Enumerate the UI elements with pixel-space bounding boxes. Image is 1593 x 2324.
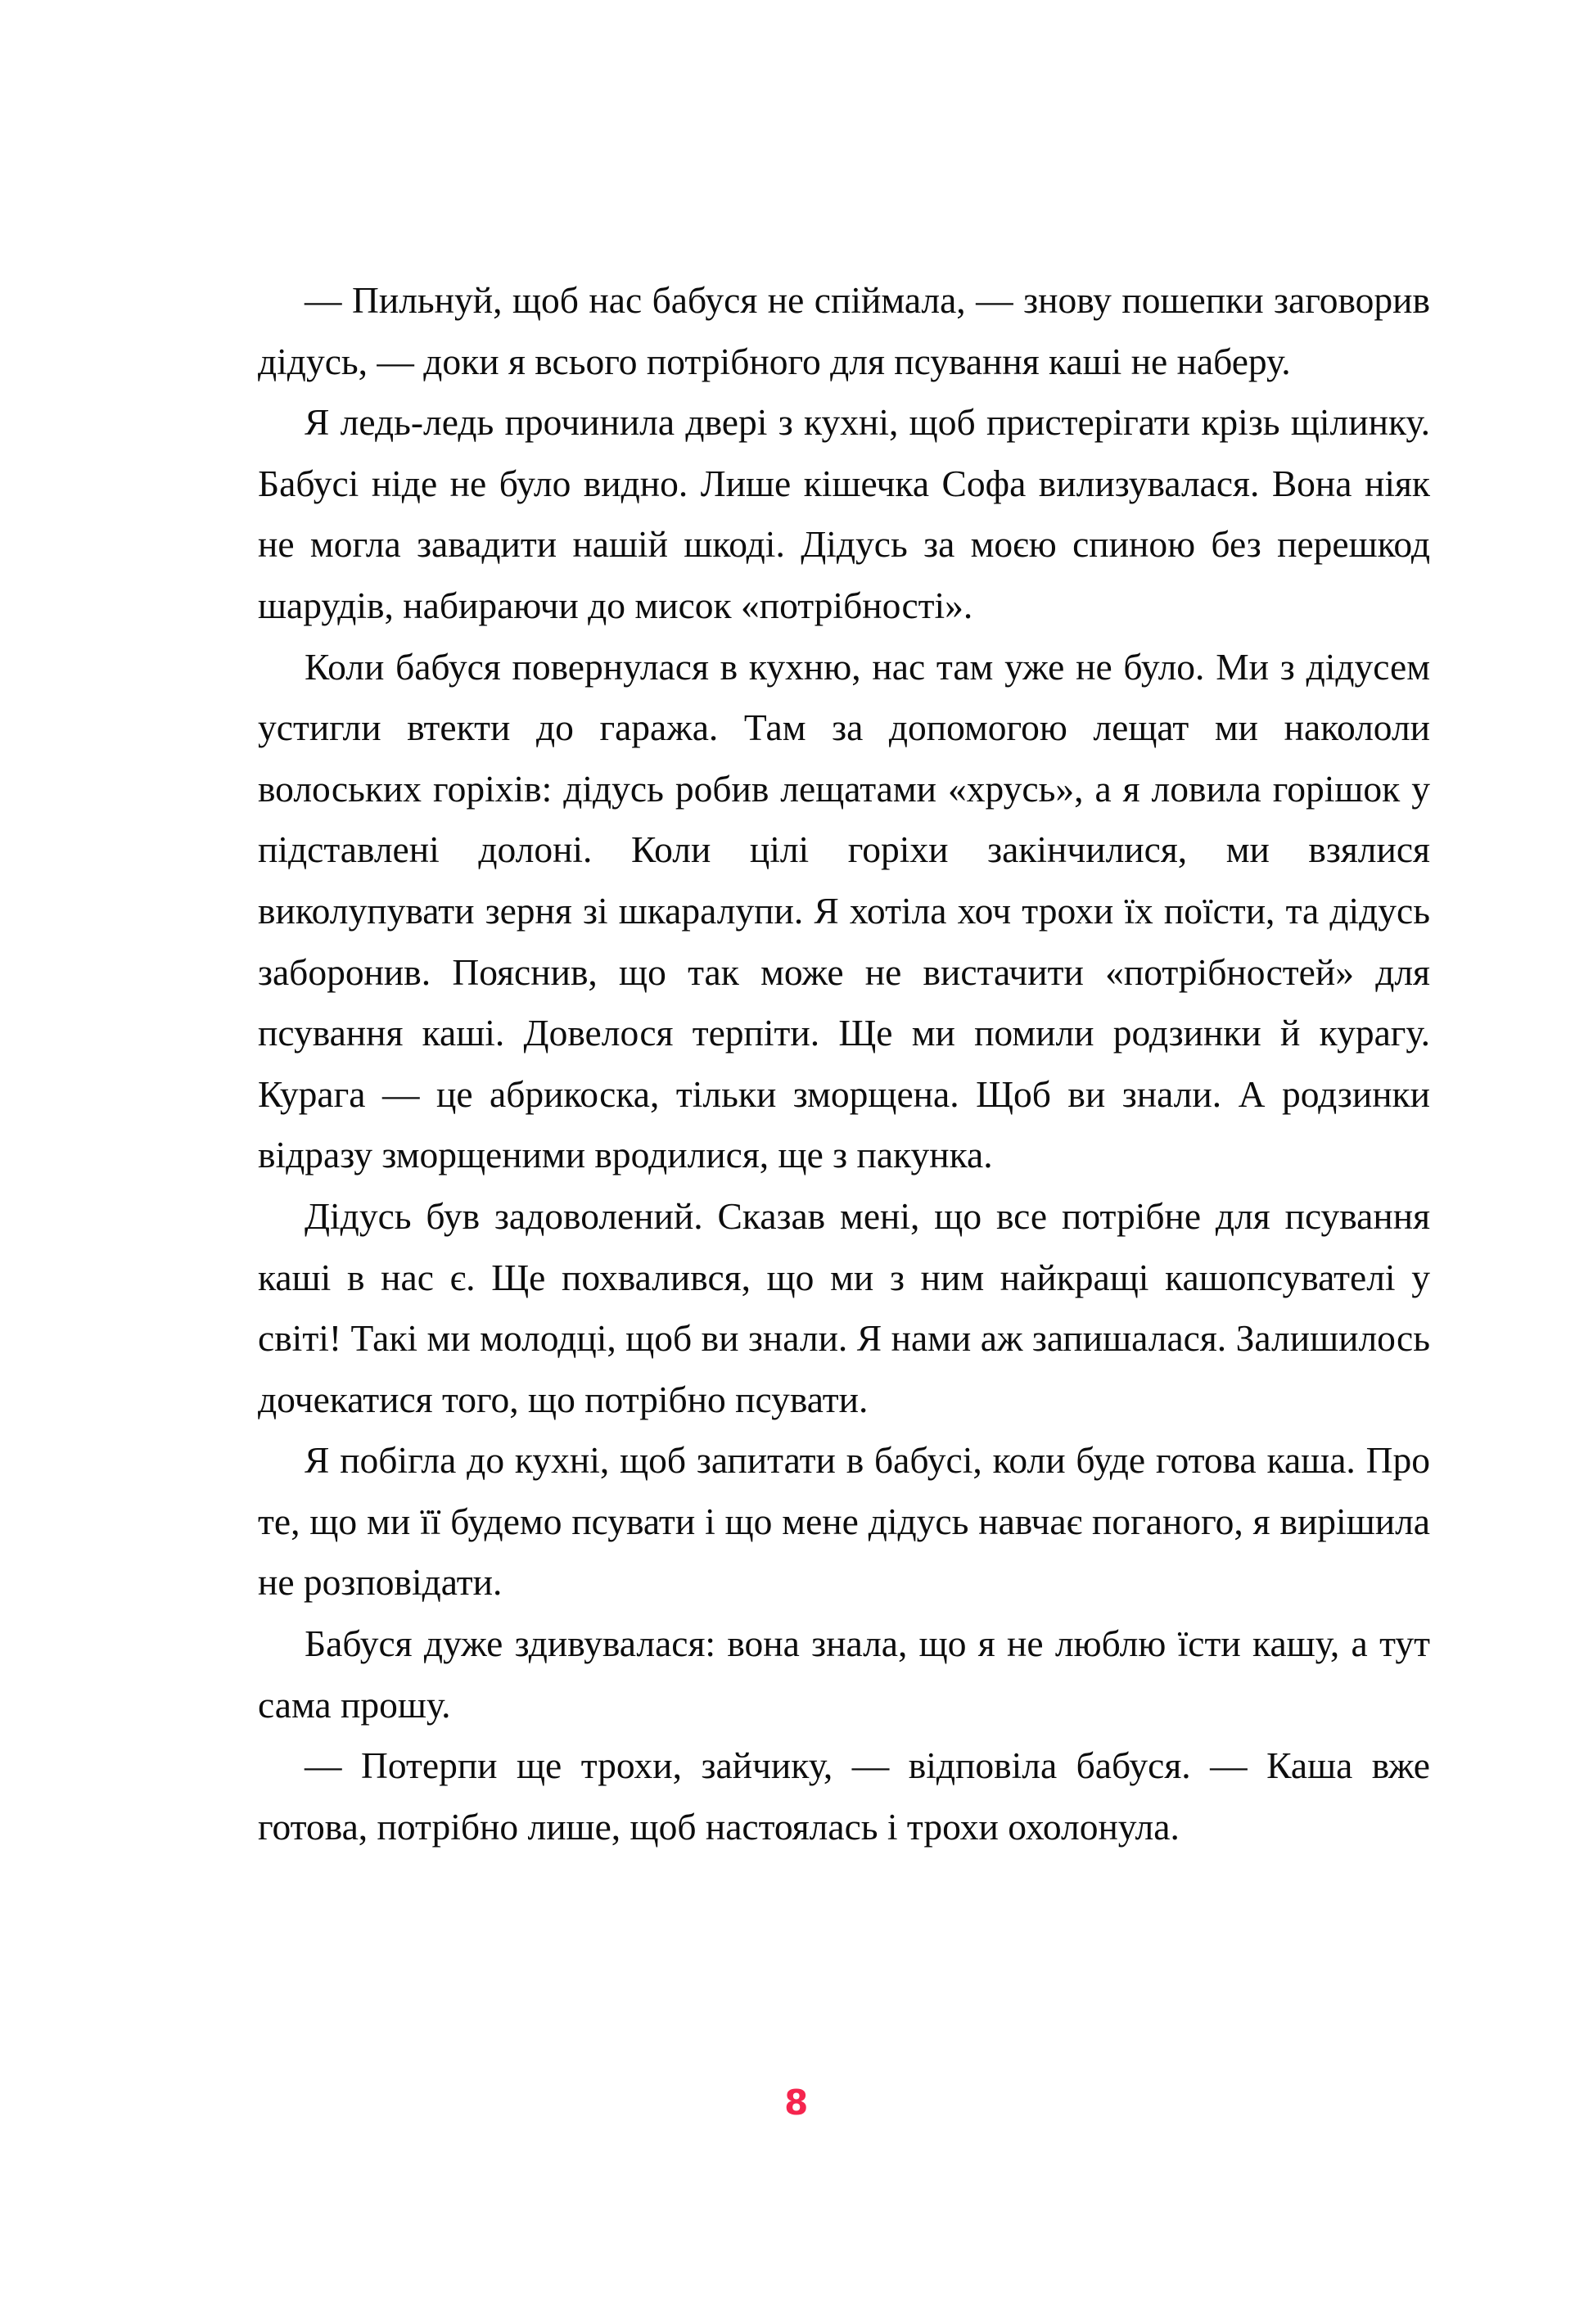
paragraph: Я побігла до кухні, щоб запитати в бабусі, коли буде готова каша. Про те, що ми її будемо псувати і що мене дідусь навчає поганого, я вирішила не розповідати. bbox=[258, 1439, 1430, 1604]
paragraph: — Потерпи ще трохи, зайчику, — відповіла бабуся. — Каша вже готова, потрібно лише, щоб настоялась і трохи охолонула. bbox=[258, 1744, 1430, 1848]
paragraph: Коли бабуся повернулася в кухню, нас там уже не було. Ми з дідусем устигли втекти до гаража. Там за допомогою лещат ми накололи волоських горіхів: дідусь робив лещатами «хрусь», а я ловила горішок у підставлені долоні. Коли цілі горіхи закінчилися, ми взялися виколупувати зерня зі шкаралупи. Я хотіла хоч трохи їх поїсти, та дідусь заборонив. Пояснив, що так може не вистачити «потрібностей» для псування каші. Довелося терпіти. Ще ми помили родзинки й курагу. Курага — це абрикоска, тільки зморщена. Щоб ви знали. А родзинки відразу зморщеними вродилися, ще з пакунка. bbox=[258, 645, 1430, 1176]
paragraph: — Пильнуй, щоб нас бабуся не спіймала, — знову пошепки заговорив дідусь, — доки я всього потрібного для псування каші не наберу. bbox=[258, 279, 1430, 382]
page-number: 8 bbox=[784, 2083, 809, 2123]
paragraph: Бабуся дуже здивувалася: вона знала, що я не люблю їсти кашу, а тут сама прошу. bbox=[258, 1622, 1430, 1726]
paragraph: Дідусь був задоволений. Сказав мені, що все потрібне для псування каші в нас є. Ще похвалився, що ми з ним найкращі кашопсувателі у світі! Такі ми молодці, щоб ви знали. Я нами аж запишалася. Залишилось дочекатися того, що потрібно псувати. bbox=[258, 1194, 1430, 1420]
page-body-text bbox=[258, 270, 1430, 1857]
paragraph: Я ледь-ледь прочинила двері з кухні, щоб пристерігати крізь щілинку. Бабусі ніде не було видно. Лише кішечка Софа вилизувалася. Вона ніяк не могла завадити нашій шкоді. Дідусь за моєю спиною без перешкод шарудів, набираючи до мисок «потрібності». bbox=[258, 401, 1430, 626]
